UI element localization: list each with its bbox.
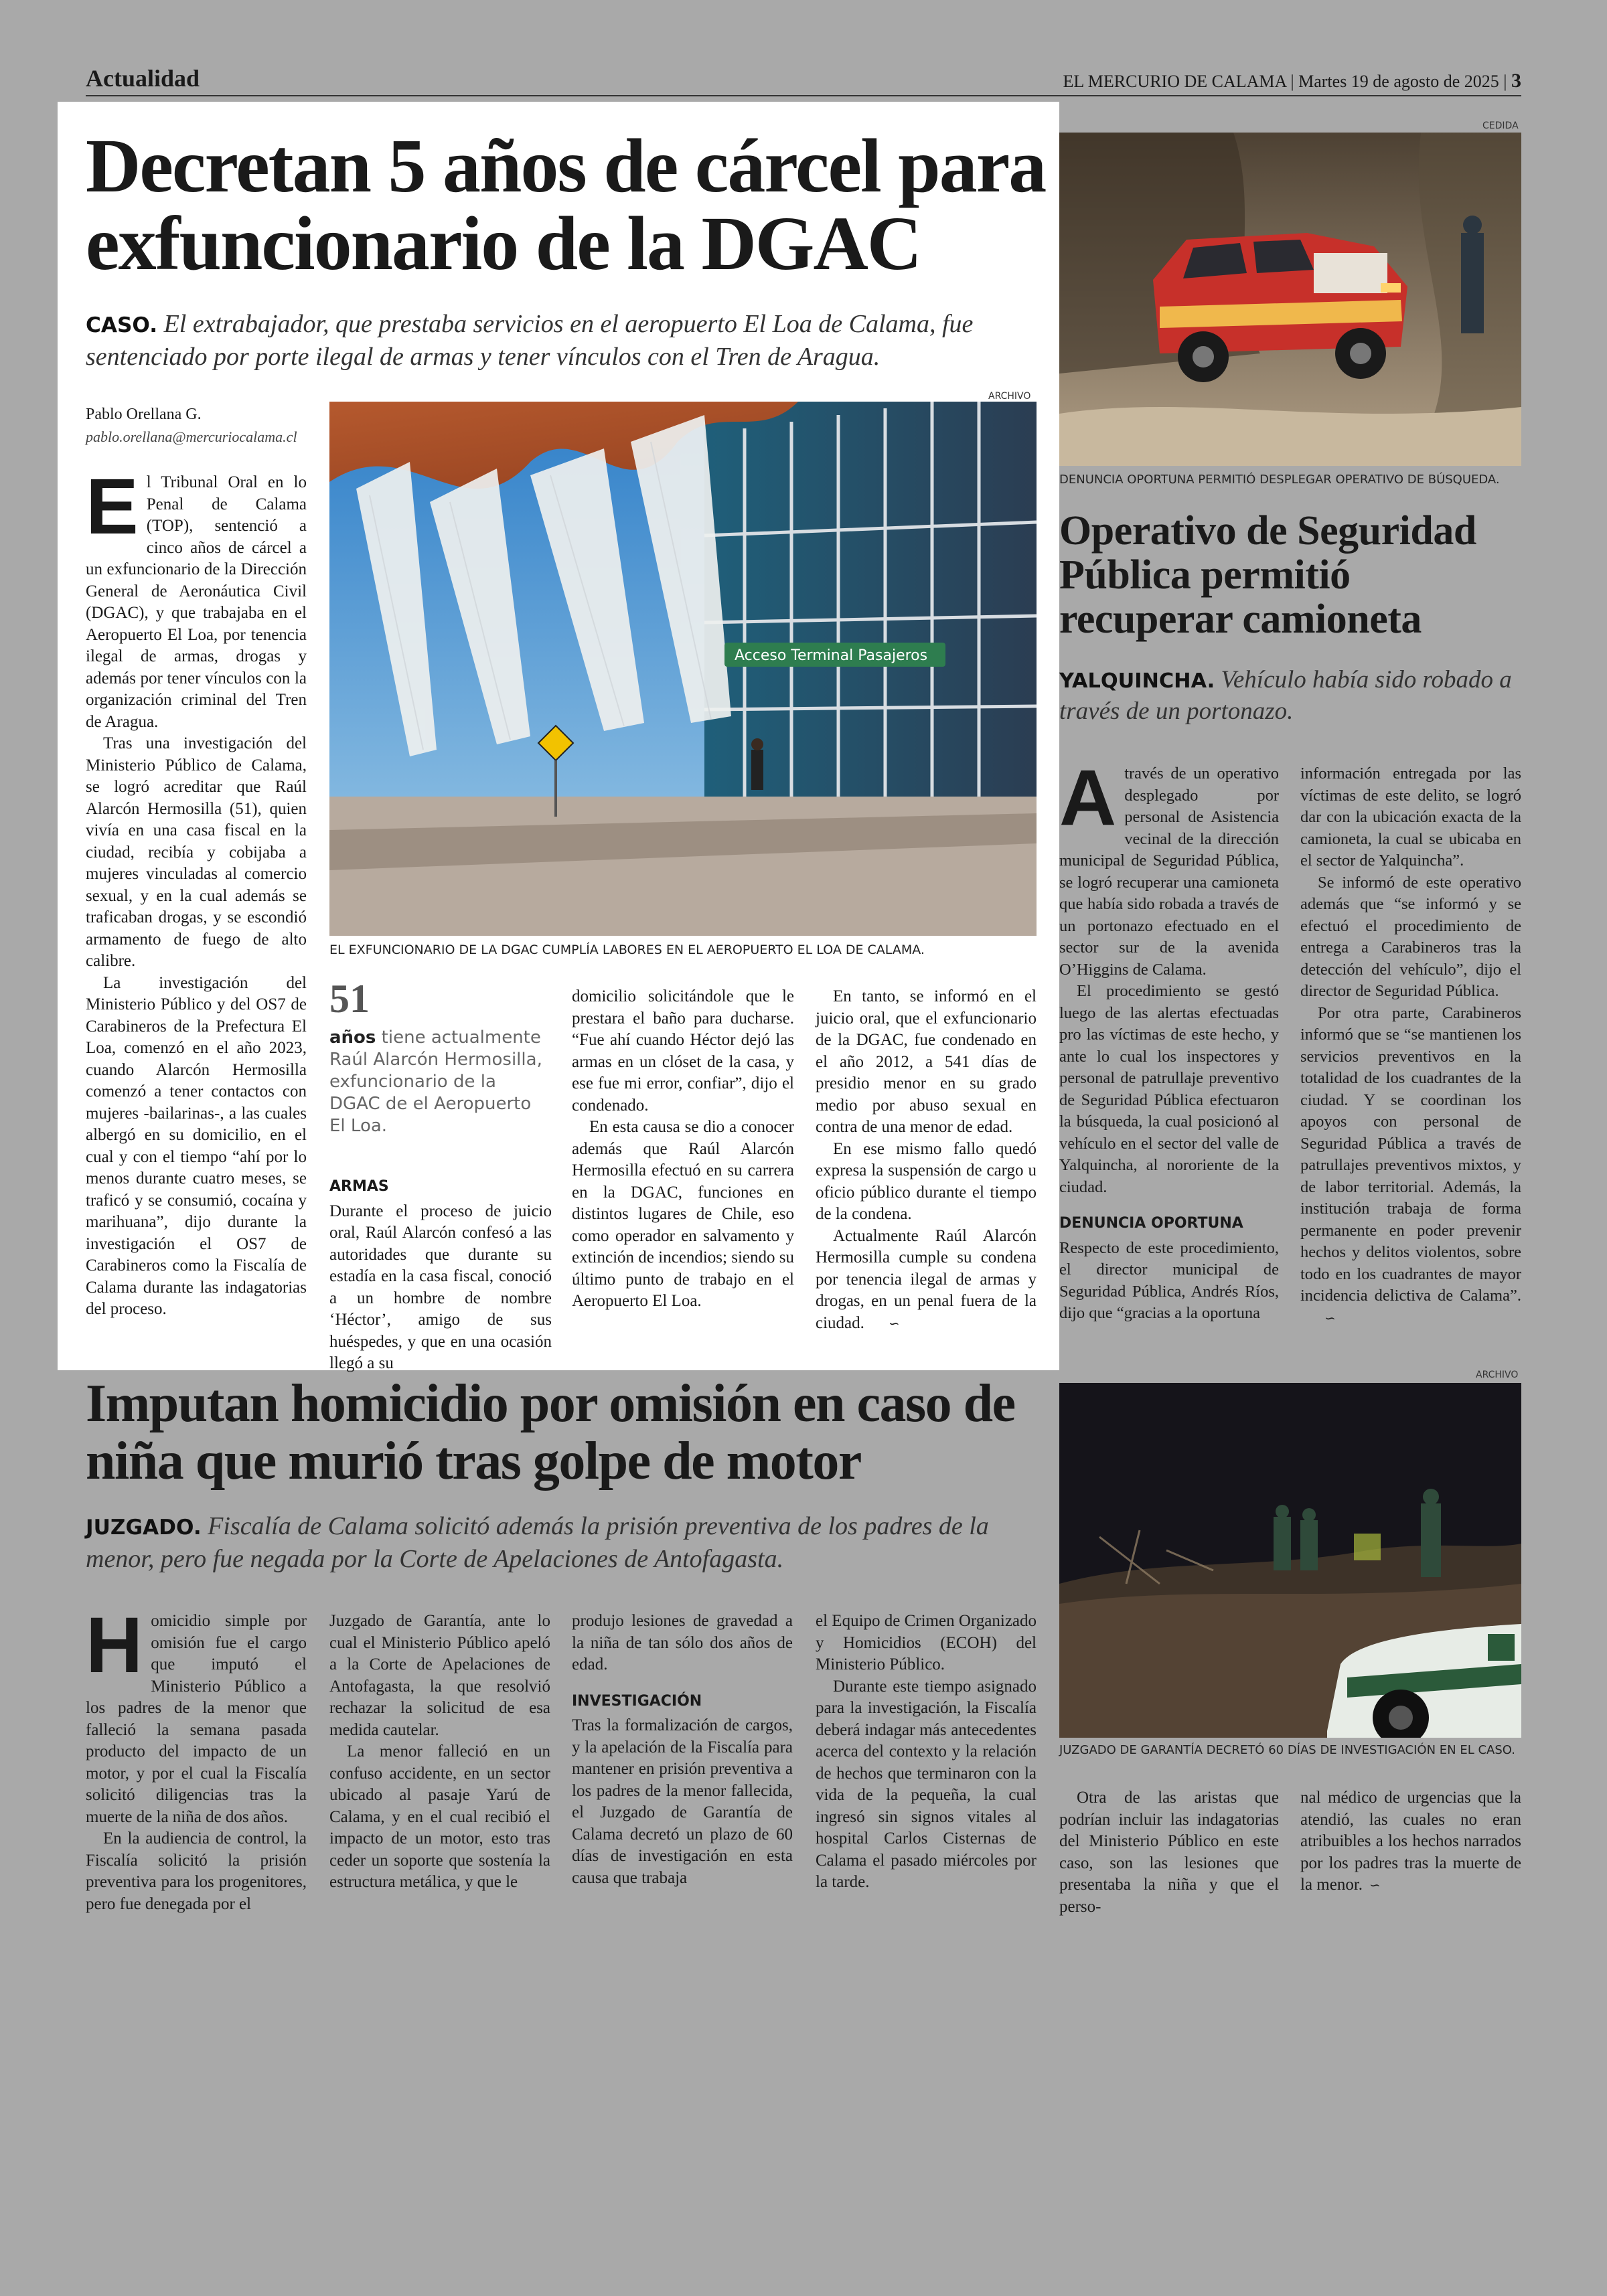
section-label: Actualidad (86, 65, 200, 92)
end-mark-icon: ∽ (1324, 1311, 1336, 1326)
paragraph: En tanto, se informó en el juicio oral, que el exfuncionario de la DGAC, fue condenado en el año 2012, a 541 días de presidio menor en su grado medio por abuso sexual en contra de una menor de edad. (816, 987, 1037, 1136)
main-column-3 (572, 986, 794, 1313)
lower-kicker-text: Fiscalía de Calama solicitó además la prisión preventiva de los padres de la menor, pero fue negada por la Corte de Apelaciones de Antofagasta. (86, 1512, 989, 1573)
main-column-4 (816, 986, 1037, 1335)
lower-column-6 (1300, 1787, 1521, 1897)
paragraph (1300, 1787, 1521, 1897)
truck-photo-caption: DENUNCIA OPORTUNA PERMITIÓ DESPLEGAR OPERATIVO DE BÚSQUEDA. (1059, 473, 1500, 487)
issue-date: Martes 19 de agosto de 2025 (1298, 72, 1499, 91)
lower-column-3 (572, 1611, 793, 1889)
lower-column-5 (1059, 1787, 1279, 1918)
main-headline: Decretan 5 años de cárcel para exfuncionario de la DGAC (86, 123, 1046, 286)
drop-cap: E (86, 463, 139, 551)
paragraph-text: omicidio simple por omisión fue el cargo que imputó el Ministerio Público a los padres de la menor que falleció la semana pasada producto del impacto de un motor, y por el cual la Fiscalía solicitó diligencias tras la muerte de la niña de dos años. (86, 1612, 307, 1826)
paragraph (1300, 1003, 1521, 1330)
airport-photo-caption: EL EXFUNCIONARIO DE LA DGAC CUMPLÍA LABORES EN EL AEROPUERTO EL LOA DE CALAMA. (329, 942, 925, 957)
side-kicker-tag: YALQUINCHA. (1059, 669, 1215, 693)
stat-text (329, 1027, 550, 1137)
drop-cap: H (86, 1601, 143, 1690)
masthead: EL MERCURIO DE CALAMA | Martes 19 de agosto de 2025 | 3 (1063, 70, 1521, 92)
end-mark-icon: ∽ (1369, 1878, 1381, 1893)
subhead-armas: ARMAS (329, 1178, 389, 1195)
paragraph-text: l Tribunal Oral en lo Penal de Calama (TOP), sentenció a cinco años de cárcel a un exfuncionario de la Dirección General de Aeronáutica Civil (DGAC), y que trabajaba en el Aeropuerto El Loa, por tenencia ilegal de armas, drogas y además por tener vínculos con la organización criminal del Tren de Aragua. (86, 473, 307, 731)
byline: Pablo Orellana G. (86, 406, 202, 423)
paragraph: Respecto de este procedimiento, el director municipal de Seguridad Pública, Andrés Ríos, dijo que “gracias a la oportuna (1059, 1238, 1279, 1322)
side-headline: Operativo de Seguridad Pública permitió recuperar camioneta (1059, 508, 1476, 642)
paragraph: La menor falleció en un confuso accidente, en un sector ubicado al pasaje Yarú de Calama, y en el cual recibió el impacto de un motor, esto tras ceder un soporte que sostenía la estructura metálica, y que le (329, 1742, 550, 1891)
night-scene-photo (1059, 1383, 1521, 1738)
night-photo-caption: JUZGADO DE GARANTÍA DECRETÓ 60 DÍAS DE INVESTIGACIÓN EN EL CASO. (1059, 1743, 1515, 1757)
lower-column-2 (329, 1611, 550, 1894)
lower-kicker (86, 1510, 1050, 1575)
night-scene-illustration (1059, 1383, 1521, 1738)
subhead-investigacion: INVESTIGACIÓN (572, 1692, 702, 1710)
header-rule (86, 95, 1521, 96)
paragraph: En ese mismo fallo quedó expresa la suspensión de cargo u oficio público durante el tiempo de la condena. (816, 1139, 1037, 1223)
paragraph: Otra de las aristas que podrían incluir las indagatorias del Ministerio Público en este caso, son las lesiones que presentaba la niña y que el perso- (1059, 1789, 1279, 1916)
subhead-denuncia: DENUNCIA OPORTUNA (1059, 1215, 1243, 1232)
main-kicker-tag: CASO. (86, 313, 158, 337)
main-kicker (86, 308, 1050, 373)
paragraph: el Equipo de Crimen Organizado y Homicidios (ECOH) del Ministerio Público. (816, 1612, 1037, 1673)
main-column-1 (86, 463, 307, 1321)
stat-number: 51 (329, 977, 370, 1021)
airport-photo (329, 402, 1037, 936)
lower-headline: Imputan homicidio por omisión en caso de niña que murió tras golpe de motor (86, 1374, 1015, 1491)
lower-kicker-tag: JUZGADO. (86, 1515, 202, 1540)
paragraph (1059, 754, 1279, 981)
drop-cap: A (1059, 754, 1117, 842)
paragraph-text: Por otra parte, Carabineros informó que se “se mantienen los servicios preventivos en la totalidad de los cuadrantes de la ciudad. Y se coordinan los apoyos con personal de Seguridad Pública a través de patrullajes preventivos mixtos, y de labor territorial. Además, la institución trabaja de forma permanente en poder prevenir hechos y delitos violentos, sobre todo en los cuadrantes de mayor incidencia delictiva de Calama”. (1300, 1003, 1521, 1305)
paragraph: En la audiencia de control, la Fiscalía solicitó la prisión preventiva para los progenitores, pero fue denegada por el (86, 1829, 307, 1913)
main-column-2 (329, 1161, 552, 1375)
paragraph: Juzgado de Garantía, ante lo cual el Ministerio Público apeló a la Corte de Apelaciones de Antofagasta, la que resolvió rechazar la solicitud de esa medida cautelar. (329, 1612, 550, 1739)
paragraph-text: Actualmente Raúl Alarcón Hermosilla cumple su condena por tenencia ilegal de armas y drogas, en un penal fuera de la ciudad. (816, 1226, 1037, 1332)
truck-photo (1059, 133, 1521, 466)
main-kicker-text: El extrabajador, que prestaba servicios en el aeropuerto El Loa de Calama, fue sentenciado por porte ilegal de armas y tener vínculos con el Tren de Aragua. (86, 310, 974, 371)
paragraph-text: nal médico de urgencias que la atendió, las cuales no eran atribuibles a los hechos narrados por los padres tras la muerte de la menor. (1300, 1789, 1521, 1894)
author-email: pablo.orellana@mercuriocalama.cl (86, 428, 297, 445)
paragraph (86, 1601, 307, 1828)
photo-credit: ARCHIVO (1476, 1370, 1519, 1380)
photo-credit: CEDIDA (1482, 120, 1519, 131)
end-mark-icon: ∽ (888, 1316, 900, 1331)
side-kicker-text: Vehículo había sido robado a través de un portonazo. (1059, 666, 1512, 726)
lower-column-1 (86, 1601, 307, 1915)
stat-description: tiene actualmente Raúl Alarcón Hermosilla, exfuncionario de la DGAC de el Aeropuerto El Loa. (329, 1028, 542, 1136)
airport-illustration (329, 402, 1037, 936)
paragraph: produjo lesiones de gravedad a la niña de tan sólo dos años de edad. (572, 1612, 793, 1673)
paragraph (816, 1226, 1037, 1335)
paragraph: información entregada por las víctimas de este delito, se logró dar con la ubicación exacta de la camioneta, la cual se ubicaba en el sector de Yalquincha”. (1300, 764, 1521, 870)
side-column-2 (1300, 763, 1521, 1329)
paragraph: domicilio solicitándole que le prestara el baño para ducharse. “Fue ahí cuando Héctor dejó las armas en un clóset de la casa, y ese fue mi error, confiar”, dijo el condenado. (572, 987, 794, 1115)
newspaper-name: EL MERCURIO DE CALAMA (1063, 72, 1286, 91)
photo-credit: ARCHIVO (988, 391, 1031, 402)
truck-illustration (1059, 133, 1521, 466)
side-column-1 (1059, 754, 1279, 1325)
paragraph: La investigación del Ministerio Público y del OS7 de Carabineros de la Prefectura El Loa, comenzó en el año 2023, cuando Alarcón Hermosilla comenzó a tener contactos con mujeres -bailarinas-, a las cuales albergó en su domicilio, en el cual y con el tiempo “ahí por lo menos durante cuatro meses, se traficó y se consumió, cocaína y marihuana”, dijo durante la investigación el OS7 de Carabineros como la Fiscalía de Calama durante las indagatorias del proceso. (86, 973, 307, 1318)
paragraph: Se informó de este operativo además que “se informó y se efectuó el procedimiento de entrega a Carabineros tras la detección del vehículo”, dijo el director de Seguridad Pública. (1300, 873, 1521, 1000)
paragraph (86, 463, 307, 733)
paragraph: El procedimiento se gestó luego de las alertas efectuadas pro las víctimas de este hecho, y ante lo cual los inspectores y personal de patrullaje preventivo de Seguridad Pública efectuaron la búsqueda, la cual posicionó al vehículo en el sector del valle de Yalquincha, al nororiente de la ciudad. (1059, 982, 1279, 1196)
lower-column-4 (816, 1611, 1037, 1894)
paragraph: En esta causa se dio a conocer además que Raúl Alarcón Hermosilla efectuó en su carrera en la DGAC, funciones en distintos lugares de Chile, eso como operador en salvamento y extinción de incendios; siendo su último punto de trabajo en el Aeropuerto El Loa. (572, 1118, 794, 1310)
stat-unit: años (329, 1028, 376, 1048)
terminal-sign-text: Acceso Terminal Pasajeros (735, 647, 928, 664)
page-number: 3 (1511, 70, 1521, 92)
paragraph: Durante este tiempo asignado para la investigación, la Fiscalía deberá indagar más antecedentes acerca del contexto y la relación de hechos que terminaron con la vida de la pequeña, la cual ingresó sin signos vitales al hospital Carlos Cisternas de Calama el pasado miércoles por la tarde. (816, 1677, 1037, 1891)
side-kicker (1059, 664, 1521, 728)
paragraph: Tras una investigación del Ministerio Público de Calama, se logró acreditar que Raúl Alarcón Hermosilla (51), quien vivía en una casa fiscal en la ciudad, recibía y cobijaba a mujeres vinculadas al comercio sexual, y en la cual además se traficaban drogas, y se escondió armamento de fuego de alto calibre. (86, 734, 307, 970)
paragraph-text: través de un operativo desplegado por personal de Asistencia vecinal de la dirección municipal de Seguridad Pública, se logró recuperar una camioneta que había sido robada a través de un portonazo efectuado en el sector sur de la avenida O’Higgins de Calama. (1059, 764, 1279, 979)
paragraph: Tras la formalización de cargos, y la apelación de la Fiscalía para mantener en prisión preventiva a los padres de la menor fallecida, el Juzgado de Garantía de Calama decretó un plazo de 60 días de investigación en esta causa que trabaja (572, 1716, 793, 1887)
paragraph: Durante el proceso de juicio oral, Raúl Alarcón confesó a las autoridades que durante su estadía en la casa fiscal, conoció a un hombre de nombre ‘Héctor’, amigo de sus huéspedes, y que en una ocasión llegó a su (329, 1202, 552, 1372)
